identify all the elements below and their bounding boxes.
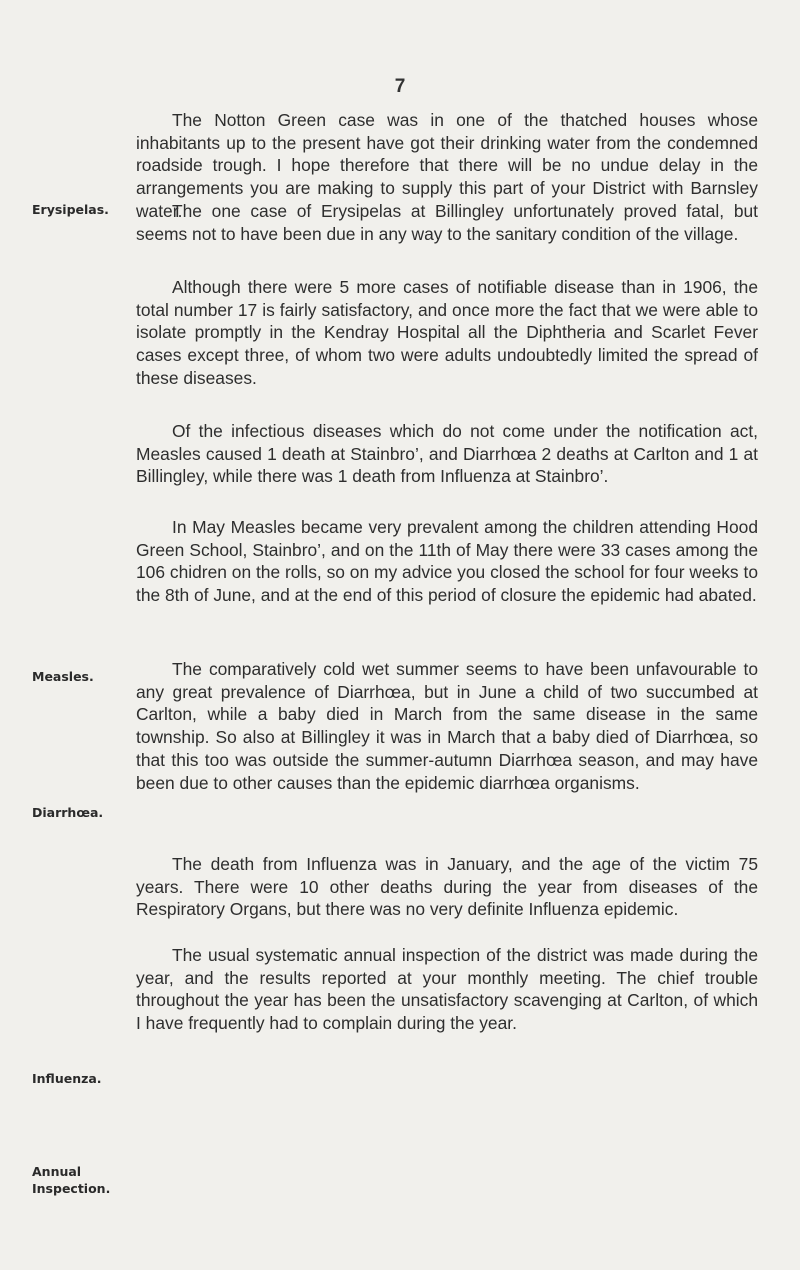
margin-note-measles: Measles. [32,669,94,684]
paragraph-influenza: The death from Influenza was in January, and the age of the victim 75 years. There were 10 other deaths during the year from diseases of the Respiratory Organs, but there was no very definite Influenza epidemic. [136,854,758,920]
paragraph-notton-green: The Notton Green case was in one of the thatched houses whose inhabitants up to the present have got their drinking water from the condemned roadside trough. I hope therefore that there will be no undue delay in the arrangements you are making to supply this part of your District with Barnsley water. [136,110,758,221]
paragraph-annual-inspection: The usual systematic annual inspection of the district was made during the year, and the results reported at your monthly meeting. The chief trouble throughout the year has been the unsatisfactory scavenging at Carlton, of which I have frequently had to complain during the year. [136,945,758,1034]
paragraph-erysipelas: The one case of Erysipelas at Billingley unfortunately proved fatal, but seems not to have been due in any way to the sanitary condition of the village. [136,201,758,244]
margin-note-erysipelas: Erysipelas. [32,202,109,217]
margin-note-diarrhoea: Diarrhœa. [32,805,104,820]
page-number: 7 [394,76,406,97]
margin-note-annual: Annual [32,1164,82,1179]
margin-note-inspection: Inspection. [32,1181,111,1196]
paragraph-measles: In May Measles became very prevalent among the children attending Hood Green School, Stainbro’, and on the 11th of May there were 33 cases among the 106 chidren on the rolls, so on my advice you closed the school for four weeks to the 8th of June, and at the end of this period of closure the epidemic had abated. [136,517,758,606]
paragraph-infectious-diseases: Of the infectious diseases which do not come under the notification act, Measles caused 1 death at Stainbro’, and Diarrhœa 2 deaths at Carlton and 1 at Billingley, while there was 1 death from Influenza at Stainbro’. [136,421,758,487]
paragraph-diarrhoea: The comparatively cold wet summer seems to have been unfavourable to any great prevalence of Diarrhœa, but in June a child of two succumbed at Carlton, while a baby died in March from the same disease in the same township. So also at Billingley it was in March that a baby died of Diarrhœa, so that this too was outside the summer-autumn Diarrhœa season, and may have been due to other causes than the epidemic diarrhœa organisms. [136,659,758,793]
margin-note-influenza: Influenza. [32,1071,102,1086]
paragraph-notifiable-disease: Although there were 5 more cases of notifiable disease than in 1906, the total number 17 is fairly satisfactory, and once more the fact that we were able to isolate promptly in the Kendray Hospital all the Diphtheria and Scarlet Fever cases except three, of whom two were adults undoubtedly limited the spread of these diseases. [136,277,758,388]
